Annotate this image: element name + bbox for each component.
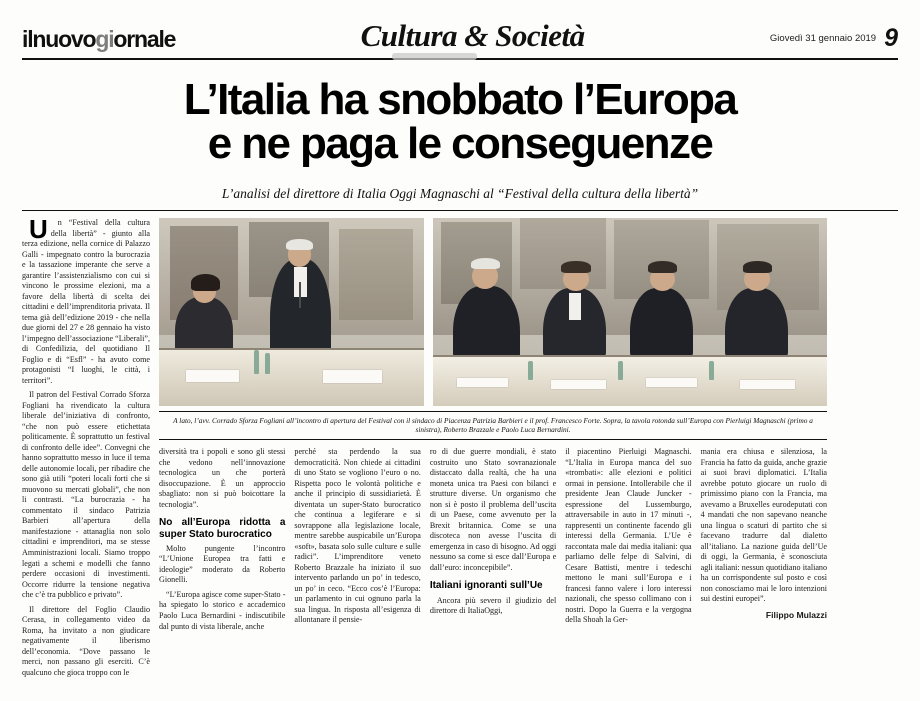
photo-row bbox=[159, 218, 827, 406]
masthead bbox=[22, 14, 898, 60]
paragraph: “L’Europa agisce come super-Stato - ha spiegato lo storico e accademico Paolo Luca Bernardini - indiscutibile dal punto di vista liberale, anche bbox=[159, 589, 286, 631]
logo-part-3: ornale bbox=[113, 26, 176, 52]
publication-logo bbox=[22, 14, 175, 53]
photo-caption: A lato, l’avv. Corrado Sforza Fogliani all’incontro di apertura del Festival con il sindaco di Piacenza Patrizia Barbieri e il prof. Francesco Forte. Sopra, la tavola rotonda sull’Europa con Pierluigi Magnaschi (primo a sinistra), Roberto Brazzale e Paolo Luca Bernardini. bbox=[159, 411, 827, 440]
article-body bbox=[22, 214, 898, 677]
subheadline: L’analisi del direttore di Italia Oggi Magnaschi al “Festival della cultura della libertà” bbox=[22, 186, 898, 211]
paragraph: Molto pungente l’incontro “L’Unione Europea tra fatti e ideologie” moderato da Roberto Gionelli. bbox=[159, 543, 286, 585]
paragraph: ro di due guerre mondiali, è stato costruito uno Stato sovranazionale distaccato dalla realtà, che ha una moneta unica tra Paesi con bilanci e strutture diverse. Un organismo che non si è posto il problema dell’uscita di un Paese, come avvenuto per la Brexit britannica. Come se una discoteca non avesse l’uscita di emergenza in caso di bisogno. Ad oggi nessuno sa come si esce dall’Europa e dall’euro: inconcepibile”. bbox=[429, 447, 557, 572]
drop-cap: U bbox=[29, 214, 48, 244]
section-subheading-2: Italiani ignoranti sull’Ue bbox=[429, 580, 543, 592]
paragraph: mania era chiusa e silenziosa, la Francia ha fatto da guida, anche grazie ai suoi bravi diplomatici. L’Italia avrebbe potuto giocare un ruolo di primissimo piano con la Francia, ma avevamo a Bruxelles eurodeputati con 4 mandati che non sapevano neanche una lingua o scaturi di partito che si facevano tradurre dal dialetto all’italiano. La nazione guida dell’Ue di oggi, la Germania, è sconosciuta agli italiani: nessun quotidiano italiano ha un corrispondente sul posto e così non conosciamo mai le loro intenzioni sui destini europei”. bbox=[700, 447, 828, 604]
column-5 bbox=[565, 447, 691, 673]
column-6 bbox=[701, 447, 827, 673]
paragraph: diversità tra i popoli e sono gli stessi che vedono nell’innovazione tecnologica un che porterà disoccupazione. È un approccio sbagliato: non si può boicottare la tecnologia”. bbox=[159, 447, 286, 509]
paragraph: Ancora più severo il giudizio del direttore di ItaliaOggi, bbox=[429, 595, 557, 616]
logo-part-2: gi bbox=[95, 26, 114, 52]
paragraph: Il patron del Festival Corrado Sforza Fogliani ha rivendicato la cultura liberale del’iniziativa di confronto, “che non può essere etichettata politicamente. È soprattutto un festival di confronto delle idee”. Convegni che hanno soprattutto messo in luce il tema delle autonomie locali, per ribadire che sono già utili “poteri locali forti che si muovono su mercati globali”, che non li contrasti. “La burocrazia - ha commentato il sindaco Patrizia Barbieri all’apertura della manifestazione - attanaglia non solo cittadini e imprenditori, ma se stesse Amministrazioni locali. Siamo troppo legati a schemi e modelli che fanno perdere occasioni di investimenti. Occorre ridurre la tensione negativa che c’è tra pubblico e privato”. bbox=[22, 390, 150, 600]
logo-part-1: ilnuovo bbox=[22, 26, 96, 52]
photo-opening-event bbox=[159, 218, 424, 406]
paragraph: il piacentino Pierluigi Magnaschi. “L’Italia in Europa manca del suo «trombati»: alle elezioni e politici ormai in pensione. Intollerabile che il presidente Jean Claude Juncker - espressione del Lussemburgo, attraversabile in auto in 17 minuti -, rappresenti un continente facendo gli interessi della Germania. L’Ue è raccontata male dai media italiani: qua parliamo delle felpe di Salvini, di Cesare Battisti, mentre i tedeschi mettono le mani sull’Europa e i francesi fanno valere i loro interessi nazionali, che spesso collimano con i nostri. Dopo la Guerra e la vergogna della Shoah la Ger- bbox=[565, 447, 692, 625]
headline-block bbox=[22, 60, 898, 172]
paragraph-text: n “Festival della cultura della libertà” - giunto alla terza edizione, nella cornice di Palazzo Galli - impegnato contro la burocrazia e la tassazione imperante che serve a garantire l’assistenzialismo con cui si vincono le prossime elezioni, ma a favore della libertà di scelta dei cittadini e dell’imprenditoria privata. Il tema già dell’edizione 2019 - che nella due giorni del 27 e 28 gennaio ha visto l’impegno dell’associazione “Liberali”, di Confedilizia, del quotidiano Il Foglio e di “Esfl” - ha avuto come protagonisti “I luoghi, le città, i territori”. bbox=[22, 218, 150, 385]
paragraph: Il direttore del Foglio Claudio Cerasa, in collegamento video da Roma, ha invitato a non giudicare negativamente il liberismo dell’economia. “Dove passano le merci, non passano gli eserciti. C’è qualcuno che gioca troppo con le bbox=[22, 604, 150, 677]
date-and-page bbox=[769, 14, 898, 52]
photo-round-table bbox=[433, 218, 827, 406]
column-2 bbox=[159, 447, 285, 673]
headline-line-1: L’Italia ha snobbato l’Europa bbox=[183, 75, 737, 124]
author-byline: Filippo Mulazzi bbox=[765, 609, 828, 620]
paragraph: perché sta perdendo la sua democraticità. Non chiede ai cittadini di uno Stato se vogliono l’euro o no. Rispetta poco le volontà politiche e anche il principio di sussidiarietà. È diventata un super-Stato burocratico che continua a legiferare e si sovrappone alla legislazione locale, mentre sarebbe auspicabile un’Europa «soft», basata solo sulle culture e sulle radici”. L’imprenditore veneto Roberto Brazzale ha iniziato il suo intervento parlando un po’ in tedesco, un po’ in ceco. “Ecco cos’è l’Europa: un parlamento in cui ognuno parla la sua lingua. In risposta all’esigenza di allontanare il pensie- bbox=[294, 447, 421, 625]
issue-date: Giovedì 31 gennaio 2019 bbox=[769, 32, 877, 44]
paragraph bbox=[22, 214, 150, 386]
headline-line-2: e ne paga le conseguenze bbox=[207, 119, 713, 168]
photo-and-lower-columns bbox=[159, 218, 827, 673]
column-3 bbox=[294, 447, 420, 673]
section-subheading-1: No all’Europa ridotta a super Stato burocratico bbox=[159, 517, 286, 540]
column-4 bbox=[430, 447, 556, 673]
page-number: 9 bbox=[884, 24, 898, 52]
page-title bbox=[82, 75, 838, 168]
lower-columns bbox=[159, 447, 827, 673]
section-title: Cultura & Società bbox=[360, 18, 585, 53]
column-1 bbox=[22, 214, 150, 677]
